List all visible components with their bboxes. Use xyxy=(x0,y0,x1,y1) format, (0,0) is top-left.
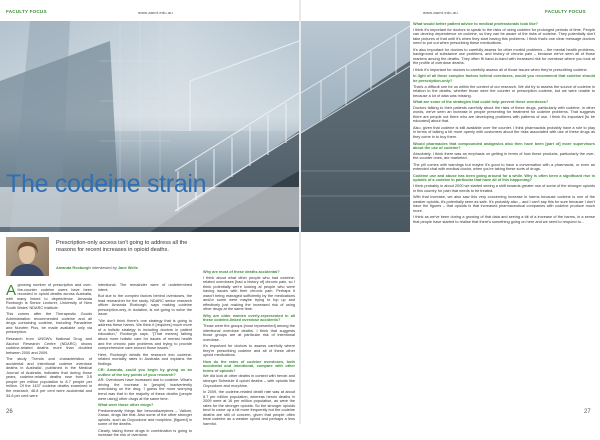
body-paragraph: The study 'Trends and characteristics of accidental and intentional codeine overdose deaths in Australia', published in the Medical Journal of Australia, indicates that during those years, codeine-related deaths rose from 3.5 people per million population to 8.7 people per million. Of the 1437 codeine deaths examined in the research, 48.8 per cent were accidental and 34.6 per cent were xyxy=(6,357,92,398)
body-paragraph: This comes after the Therapeutic Goods Administration recommended codeine and all drugs containing codeine, including Panadeine and Nurofen Plus, be made available only via prescription. xyxy=(6,312,92,335)
answer-paragraph: That's a difficult one for us within the context of our research. We did try to assess the source of codeine in relation to the deaths, whether those were the counter or prescription codeine, but we were unable to because a lot of data was missing. xyxy=(413,84,595,98)
answer-paragraph: In 2009, the codeine-related death rate was at about 8.7 per million population, whereas heroin deaths in 2009 were at 16 per million population, as were the rates for the stronger opioids. So the stronger opioids tend to come up a bit more frequently but the codeine deaths are still of concern, given that people often treat codeine as a weaker opioid and perhaps a less harmful. xyxy=(203,390,295,426)
body-paragraph: But due to the complex factors behind overdoses, the lead researcher for the study, NDARC senior research officer Amanda Roxburgh, says making codeine prescription-only, in isolation, is not going to solve the issue. xyxy=(98,294,192,317)
answer-paragraph: AR: Overdoses have increased due to codeine. What's driving the increase in [people] inadvertently overdosing on the drug. I guess the more worrying trend was that in the majority of these deaths [people were using] other drugs at the same time. xyxy=(98,378,192,401)
answer-paragraph: I think it's important for doctors to speak to the risks of using codeine for prolonged periods of time. People can develop dependence on codeine, so they can be aware of the risks of codeine. They potentially don't take pictures of that until it's when they start having this problems. I think that's one clear message doctors need to put out when prescribing these medications. xyxy=(413,27,595,46)
question-other-drugs: What were those other drugs? xyxy=(98,403,154,408)
intro-text: growing number of prescription and over-the-counter codeine users have been recorded in opioid deaths across Australia, with many linked to dependence. Amanda Roxburgh is Senior Lecturer, University of New South Wales' NDARC Institute. xyxy=(6,283,92,310)
hero-photo xyxy=(0,21,299,232)
answer-paragraph: Those were the groups [most represented] among the intentional overdose deaths. I think that suggests those groups are at particular risk of intentional overdose. xyxy=(203,324,295,342)
column-2 xyxy=(98,283,192,440)
answer-paragraph: With that increase, we also saw this very concerning increase in harms because codeine is one of the weaker opioids, it's potentially seen as safe. It's probably also – and I can't say this for sure because I don't have the figures – that opioids is that increased pharmaceutical companies with codeine produce much more. xyxy=(413,195,595,213)
standfirst: Prescription-only access isn't going to address all the reasons for recent increases in opioid deaths. xyxy=(56,240,188,253)
answer-paragraph: I think about what other people who had codeine-related overdoses [had a history of] chronic pain, so I think potentially we're looking at people who were having issues with their chronic pain. Perhaps it wasn't being managed sufficiently by the medications and/or some were maybe trying to top up and effectively just making the increased risk of using other drugs at the same time. xyxy=(203,275,295,312)
body-paragraph: Here, Roxburgh details the research into codeine-related mortality rates in Australia and explains the findings. xyxy=(98,352,192,366)
answer-paragraph: Predominantly things like benzodiazepines – Valium, Xanax, drugs like that. Also some of the other stronger opioids, such as Oxycodone and morphine, [figured] in some of the deaths. xyxy=(98,408,192,427)
byline-separator: interviewed by xyxy=(90,265,118,270)
answer-paragraph: I think probably in about 2000 we started seeing a shift towards greater use of some of the stronger opioids in this country for pain that needs to be treated. xyxy=(413,183,595,193)
author-photo xyxy=(6,237,49,276)
body-paragraph: "We don't think there's one strategy that is going to address these harms. We think it [requires] much more of a holistic strategy in including doctors in patient education," Roxburgh says. "[That means] talking about more holistic care for issues of mental health and the chronic pain problems and trying to provide comprehensive care around those issues." xyxy=(98,318,192,351)
answer-paragraph: I think it's important for doctors to carefully assess all of those issues when they're prescribing codeine. xyxy=(413,67,588,72)
question-pharmacies: Would pharmacies that compounded analgesics also then have been [part of] more supervisors about the use of codeine? xyxy=(413,141,595,151)
answer-paragraph: Clearly, taking these drugs in combination is going to increase the risk of overdose. xyxy=(98,428,192,438)
website-right: www.aamt.edu.au xyxy=(423,10,458,15)
column-4 xyxy=(413,22,595,226)
question-prescription-only: In light of all these complex factors behind overdoses, would you recommend that codeine should be prescription-only? xyxy=(413,74,595,84)
page-number-right: 27 xyxy=(584,409,591,415)
article-title: The codeine strain xyxy=(6,170,207,198)
question-patient-advice: What would better patient advice to medical professionals look like? xyxy=(413,22,538,26)
answer-paragraph: It's important for doctors to assess carefully where they're prescribing codeine and all of these other opioid medications. xyxy=(203,344,295,358)
answer-paragraph: Doctors talking to their patients carefully about the risks of these drugs, particularly with codeine, in other words, we've seen an increase in people presenting for treatment for codeine problems. That suggests there are people out there who are developing problems with patterns of use. I think it's important [to be educated] about that. xyxy=(413,105,595,124)
column-1 xyxy=(6,283,92,400)
question-codeine-rise: Codeine use and abuse has been going around for a while. Why is often been a significant rise in opioids of a codeine in particular that have all of this happening? xyxy=(413,173,595,183)
section-header-right: FACULTY FOCUS xyxy=(545,9,586,14)
body-paragraph: intentional. The remainder were of undetermined intent. xyxy=(98,283,192,292)
byline xyxy=(56,265,138,270)
page-number-left: 26 xyxy=(6,409,13,415)
question-compare-opioids: How do the rates of codeine overdoses, both accidental and intentional, compare with other forms of opioids? xyxy=(203,359,295,373)
hero-photo-continued xyxy=(301,21,410,232)
question-older-women: Why are older women overly-represented in all these codeine-linked overdose accidents? xyxy=(203,313,295,323)
answer-paragraph: We did look at other deaths in context with heroin and stronger Schedule 8 opioid deaths – with opioids like Oxycodone and morphine. xyxy=(203,374,295,388)
section-header-left: FACULTY FOCUS xyxy=(6,9,47,14)
byline-author: Amanda Roxburgh xyxy=(56,265,91,270)
byline-interviewer: Jane Wells xyxy=(117,265,138,270)
answer-paragraph: The pill comes with warnings but maybe it's good to have a conversation with a pharmacist, or even an extended chat with medical doctor, when you're taking these sorts of drugs. xyxy=(413,162,595,172)
website-left: www.aamt.edu.au xyxy=(138,10,173,15)
question-key-points: CR: Amanda, could you begin by giving us an outline of the key points of your research? xyxy=(98,368,192,377)
answer-paragraph: I think as we've been during a growing of that data and seeing a bit of a increase of the harms, in a sense that people have started to realise that there's something going on here and we need to respond to... xyxy=(413,215,595,224)
column-3 xyxy=(203,270,295,429)
answer-paragraph: Also, given that codeine is still available over the counter, I think pharmacists probably have a role to play in terms of talking a bit more openly with customers about the risks associated with use of these drugs as they come in to buy them. xyxy=(413,125,595,140)
question-accidental-deaths: Why are most of these deaths accidental? xyxy=(203,270,280,274)
body-paragraph: Research from UNSW's National Drug and Alcohol Research Centre (NDARC) shows codeine-related deaths more than doubled between 2000 and 2009. xyxy=(6,337,92,355)
answer-paragraph: Absolutely. I think there was an emphasis on getting in terms of how these products, particularly the over-the-counter ones, are marketed. xyxy=(413,151,595,161)
intro-paragraph xyxy=(6,283,92,310)
answer-paragraph: It's also important for doctors to carefully assess for other morbid problems – the mental health problems, background of substance use problems, and history of chronic pain – because we've seen all of those markers among the deaths. They often fit hand-in-hand with increased risk for overdose where you look at the profile of overdose deaths. xyxy=(413,47,595,66)
question-strategies: What are some of the strategies that could help prevent these overdoses? xyxy=(413,100,549,105)
drop-cap: A xyxy=(6,281,17,299)
